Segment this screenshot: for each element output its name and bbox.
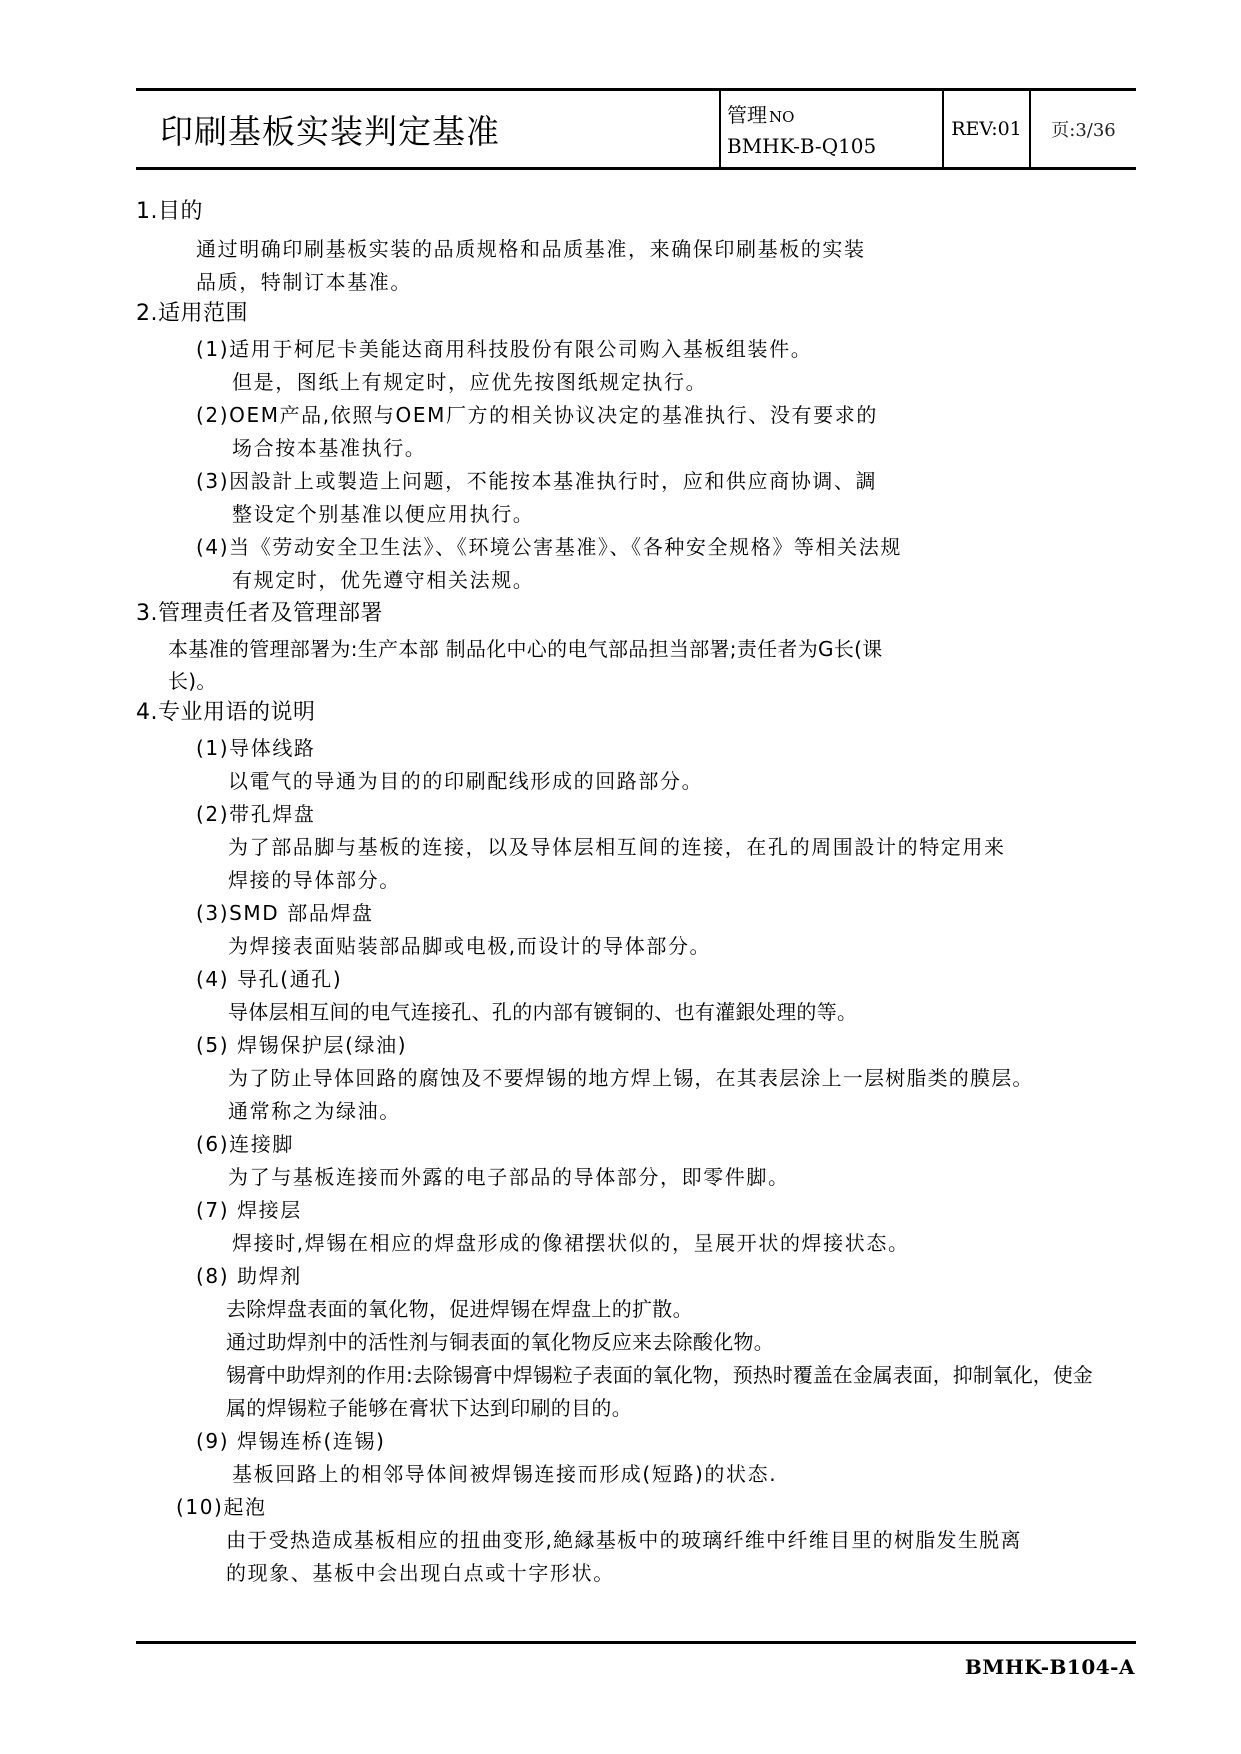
term-definition: 为了防止导体回路的腐蚀及不要焊锡的地方焊上锡，在其表层涂上一层树脂类的膜层。 bbox=[228, 1066, 1034, 1090]
section-2-line: (3)因設計上或製造上问题，不能按本基准执行时，应和供应商协调、調 bbox=[196, 469, 878, 493]
section-2-line: 场合按本基准执行。 bbox=[232, 436, 427, 460]
term-heading: (6)连接脚 bbox=[196, 1132, 294, 1156]
section-3-line: 本基准的管理部署为:生产本部 制品化中心的电气部品担当部署;责任者为G长(课 bbox=[168, 637, 883, 661]
term-definition: 为焊接表面贴装部品脚或电极,而设计的导体部分。 bbox=[228, 934, 712, 958]
section-2-line: (2)OEM产品,依照与OEM厂方的相关协议决定的基准执行、没有要求的 bbox=[196, 403, 878, 427]
term-heading: (4) 导孔(通孔) bbox=[196, 967, 343, 991]
management-number-cell bbox=[719, 91, 942, 167]
title-cell bbox=[136, 91, 719, 167]
management-no-label: NO bbox=[769, 108, 795, 126]
section-2-line: 但是，图纸上有规定时，应优先按图纸规定执行。 bbox=[232, 370, 708, 394]
document-title: 印刷基板实装判定基准 bbox=[160, 111, 500, 151]
term-definition: 导体层相互间的电气连接孔、孔的内部有镀铜的、也有灌銀处理的等。 bbox=[228, 1000, 858, 1024]
revision-cell bbox=[942, 91, 1029, 167]
section-2-line: 有规定时，优先遵守相关法规。 bbox=[232, 568, 535, 592]
section-4-heading: 4.专业用语的说明 bbox=[136, 700, 316, 725]
term-definition: 由于受热造成基板相应的扭曲变形,絶縁基板中的玻璃纤维中纤维目里的树脂发生脱离 bbox=[226, 1528, 1022, 1552]
term-definition: 通常称之为绿油。 bbox=[228, 1099, 401, 1123]
term-heading: (9) 焊锡连桥(连锡) bbox=[196, 1429, 386, 1453]
term-definition: 锡膏中助焊剂的作用:去除锡膏中焊锡粒子表面的氧化物，预热时覆盖在金属表面，抑制氧化，使金 bbox=[226, 1363, 1093, 1387]
page-number: 页:3/36 bbox=[1051, 120, 1116, 141]
page-cell bbox=[1029, 91, 1136, 167]
term-definition: 焊接时,焊锡在相应的焊盘形成的像裙摆状似的，呈展开状的焊接状态。 bbox=[232, 1231, 910, 1255]
term-heading: (8) 助焊剂 bbox=[196, 1264, 302, 1288]
section-3-line: 长)。 bbox=[168, 669, 217, 693]
revision: REV:01 bbox=[951, 118, 1022, 140]
section-3-heading: 3.管理责任者及管理部署 bbox=[136, 601, 383, 626]
management-label: 管理 bbox=[727, 103, 767, 127]
section-2-heading: 2.适用范围 bbox=[136, 301, 248, 326]
footer-form-code: BMHK-B104-A bbox=[964, 1655, 1135, 1679]
term-definition: 去除焊盘表面的氧化物，促进焊锡在焊盘上的扩散。 bbox=[226, 1297, 693, 1321]
term-definition: 基板回路上的相邻导体间被焊锡连接而形成(短路)的状态. bbox=[232, 1462, 778, 1486]
term-definition: 属的焊锡粒子能够在膏状下达到印刷的目的。 bbox=[226, 1396, 632, 1420]
term-definition: 通过助焊剂中的活性剂与铜表面的氧化物反应来去除酸化物。 bbox=[226, 1330, 775, 1354]
footer-rule bbox=[136, 1641, 1136, 1644]
section-2-line: (4)当《劳动安全卫生法》、《环境公害基准》、《各种安全规格》等相关法规 bbox=[196, 535, 902, 559]
section-1-line: 通过明确印刷基板实装的品质规格和品质基准，来确保印刷基板的实装 bbox=[196, 237, 866, 261]
term-heading: (7) 焊接层 bbox=[196, 1198, 302, 1222]
document-header bbox=[136, 88, 1136, 170]
section-2-line: (1)适用于柯尼卡美能达商用科技股份有限公司购入基板组装件。 bbox=[196, 337, 813, 361]
term-definition: 为了与基板连接而外露的电子部品的导体部分，即零件脚。 bbox=[228, 1165, 790, 1189]
term-heading: (10)起泡 bbox=[176, 1495, 267, 1519]
section-1-heading: 1.目的 bbox=[136, 199, 203, 224]
section-2-line: 整设定个别基准以便应用执行。 bbox=[232, 502, 535, 526]
section-1-line: 品质，特制订本基准。 bbox=[196, 270, 412, 294]
term-definition: 焊接的导体部分。 bbox=[228, 868, 401, 892]
term-heading: (1)导体线路 bbox=[196, 736, 316, 760]
term-heading: (3)SMD 部品焊盘 bbox=[196, 901, 374, 925]
term-definition: 的现象、基板中会出现白点或十字形状。 bbox=[226, 1561, 615, 1585]
term-definition: 为了部品脚与基板的连接，以及导体层相互间的连接，在孔的周围設计的特定用来 bbox=[228, 835, 1006, 859]
term-heading: (5) 焊锡保护层(绿油) bbox=[196, 1033, 408, 1057]
term-heading: (2)带孔焊盘 bbox=[196, 802, 316, 826]
document-number: BMHK-B-Q105 bbox=[727, 134, 877, 158]
term-definition: 以電气的导通为目的的印刷配线形成的回路部分。 bbox=[228, 769, 704, 793]
